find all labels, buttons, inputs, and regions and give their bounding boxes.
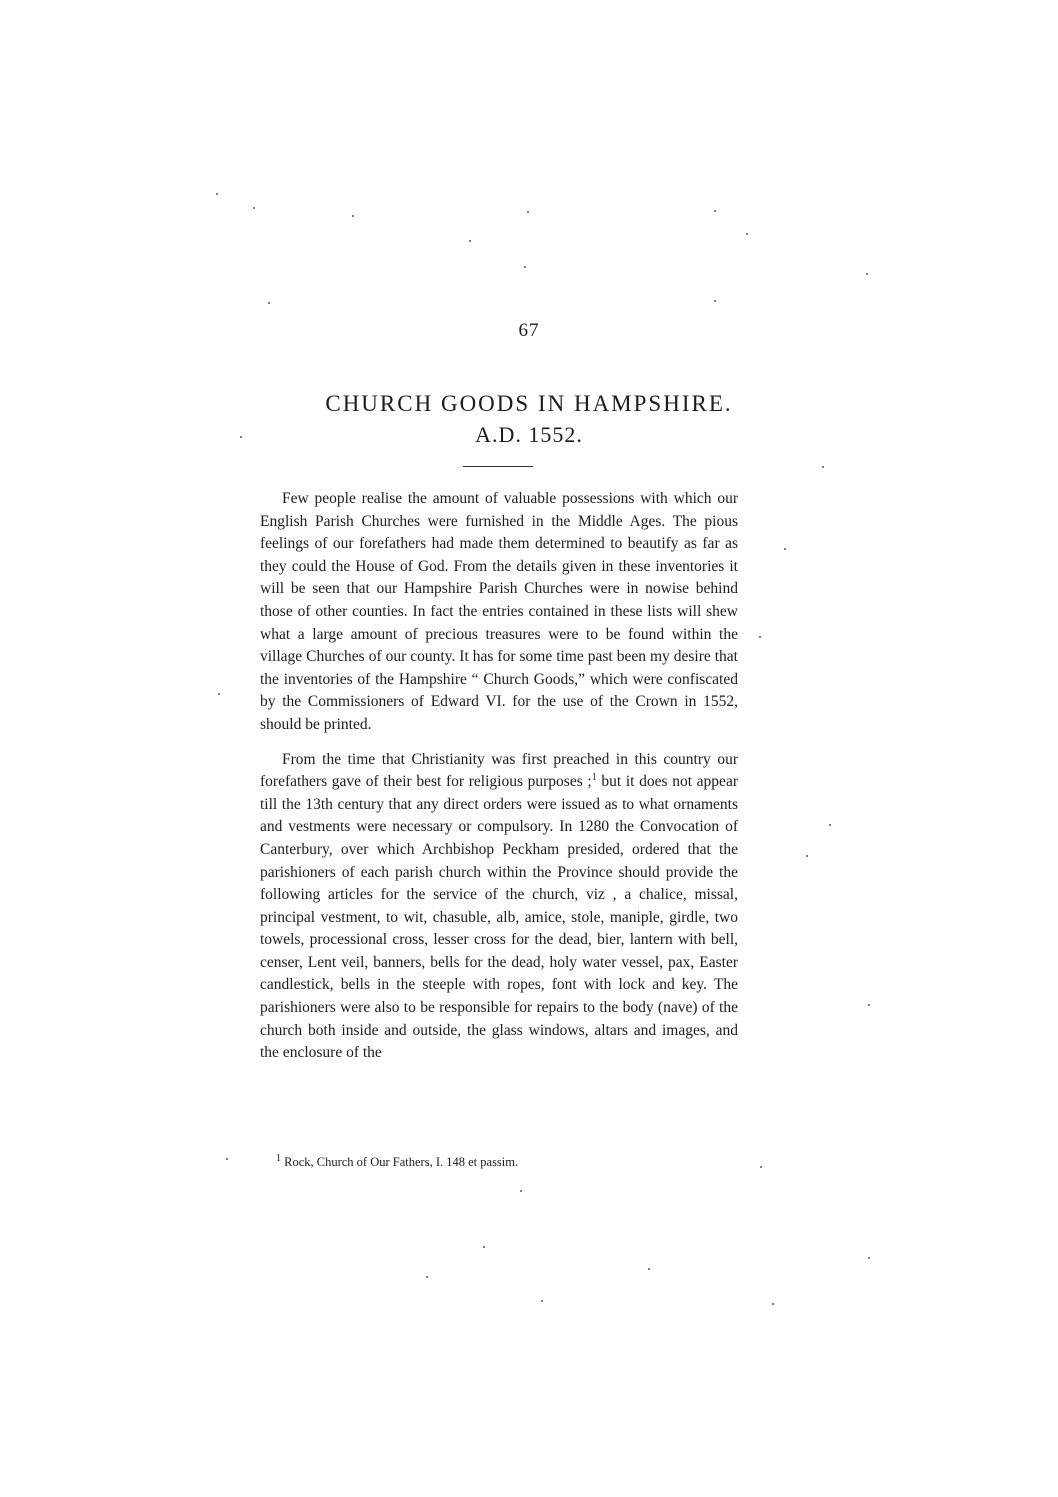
scan-speck [240,436,242,438]
scan-speck [822,466,824,468]
paragraph-2 [260,749,738,1065]
scan-speck [541,1300,543,1302]
scan-speck [527,211,529,213]
scan-speck [714,210,716,212]
scan-speck [520,1190,522,1192]
scan-speck [714,300,716,302]
title-rule [463,466,533,467]
scan-speck [772,1303,774,1305]
footnote-mark: 1 [276,1152,281,1164]
scan-speck [352,215,354,217]
scan-speck [746,233,748,235]
scan-speck [216,193,218,195]
page-title: CHURCH GOODS IN HAMPSHIRE. [325,391,733,416]
scan-speck [226,1158,228,1160]
scan-speck [760,1166,762,1168]
footnote-reference: 1 [591,771,597,783]
page-date: A.D. 1552. [475,422,583,447]
scan-speck [868,1257,870,1259]
scan-speck [829,824,831,826]
scan-speck [759,636,761,638]
scan-speck [253,207,255,209]
scan-speck [218,693,220,695]
scan-speck [426,1276,428,1278]
footnote-text: Rock, Church of Our Fathers, I. 148 et passim. [284,1155,519,1169]
paragraph-1: Few people realise the amount of valuable possessions with which our English Parish Churches were furnished in the Middle Ages. The pious feelings of our forefathers had made them determined to beautify as far as they could the House of God. From the details given in these inventories it will be seen that our Hampshire Parish Churches were in nowise behind those of other counties. In fact the entries contained in these lists will shew what a large amount of precious treasures were to be found within the village Churches of our county. It has for some time past been my desire that the inventories of the Hampshire “ Church Goods,” which were confiscated by the Commissioners of Edward VI. for the use of the Crown in 1552, should be printed. [260,490,738,733]
scan-speck [784,548,786,550]
paragraph-2-lead: From the time that Christianity was first preached in this country our forefathers gave of their best for religious purposes ; [260,750,738,791]
scan-speck [469,240,471,242]
footnote [276,1154,736,1170]
scan-speck [866,273,868,275]
scan-speck [806,855,808,857]
scan-speck [868,1004,870,1006]
scan-speck [268,302,270,304]
page-number: 67 [518,320,540,341]
scan-speck [483,1246,485,1248]
body-text [260,488,738,1065]
scan-speck [648,1268,650,1270]
scan-speck [524,266,526,268]
paragraph-2-rest: but it does not appear till the 13th century that any direct orders were issued as to what ornaments and vestments were necessary or compulsory. In 1280 the Convocation of Canterbury, over which Archbishop Peckham presided, ordered that the parishioners of each parish church within the Province should provide the following articles for the service of the church, viz , a chalice, missal, principal vestment, to wit, chasuble, alb, amice, stole, maniple, girdle, two towels, processional cross, lesser cross for the dead, bier, lantern with bell, censer, Lent veil, banners, bells for the dead, holy water vessel, pax, Easter candlestick, bells in the steeple with ropes, font with lock and key. The parishioners were also to be responsible for repairs to the body (nave) of the church both inside and outside, the glass windows, altars and images, and the enclosure of the [260,773,738,1062]
